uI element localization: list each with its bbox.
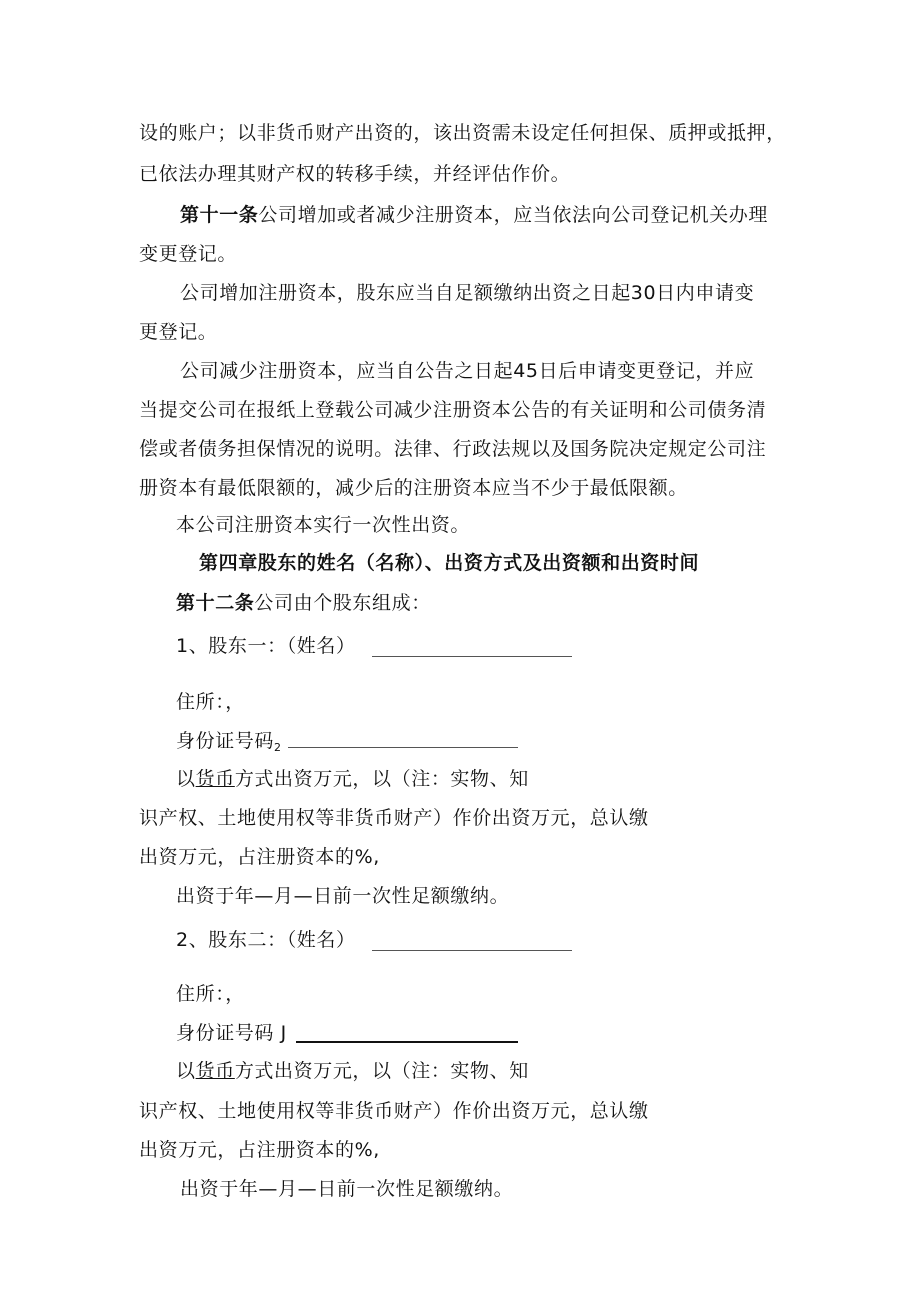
paragraph-line: 册资本有最低限额的，减少后的注册资本应当不少于最低限额。	[139, 477, 688, 499]
article-11	[180, 202, 768, 228]
paragraph-line: 识产权、土地使用权等非货币财产）作价出资万元，总认缴	[139, 1100, 649, 1122]
shareholder-1-deadline: 出资于年—月—日前一次性足额缴纳。	[176, 885, 510, 907]
contribution-prefix: 以	[176, 1060, 196, 1082]
paragraph-line: 识产权、土地使用权等非货币财产）作价出资万元，总认缴	[139, 807, 649, 829]
article-12-text: 公司由个股东组成：	[254, 592, 431, 614]
shareholder-2-name-label: 2、股东二：（姓名）	[176, 929, 356, 951]
shareholder-1-id-label: 身份证号码	[176, 730, 275, 752]
contribution-prefix: 以	[176, 768, 196, 790]
article-12	[176, 590, 431, 616]
paragraph-line: 变更登记。	[139, 243, 238, 265]
article-12-heading: 第十二条	[176, 592, 255, 614]
paragraph-line: 已依法办理其财产权的转移手续，并经评估作价。	[139, 163, 571, 185]
shareholder-1-contribution	[176, 766, 529, 792]
contribution-text: 方式出资万元，以（注：实物、知	[234, 768, 529, 790]
shareholder-2-id-label: 身份证号码 J	[176, 1022, 287, 1044]
shareholder-2-contribution	[176, 1058, 529, 1084]
paragraph-line: 偿或者债务担保情况的说明。法律、行政法规以及国务院决定规定公司注	[139, 438, 767, 460]
shareholder-1-id-blank	[288, 727, 518, 748]
shareholder-1-address: 住所：，	[176, 691, 245, 713]
shareholder-1-id-mark: 2	[274, 741, 282, 754]
paragraph-line: 出资万元，占注册资本的%,	[139, 1139, 380, 1161]
shareholder-2-id-blank	[296, 1021, 518, 1043]
chapter-4-heading: 第四章股东的姓名（名称）、出资方式及出资额和出资时间	[199, 552, 700, 574]
shareholder-1-name-blank	[372, 636, 572, 657]
currency-underlined: 货币	[195, 1060, 235, 1082]
paragraph-line: 出资万元，占注册资本的%,	[139, 846, 380, 868]
paragraph-line: 公司减少注册资本，应当自公告之日起45日后申请变更登记，并应	[180, 360, 755, 382]
shareholder-2-address: 住所：，	[176, 983, 245, 1005]
paragraph-line: 设的账户；以非货币财产出资的，该出资需未设定任何担保、质押或抵押，	[139, 122, 786, 144]
currency-underlined: 货币	[195, 768, 235, 790]
article-11-text: 公司增加或者减少注册资本，应当依法向公司登记机关办理	[258, 204, 769, 226]
article-11-heading: 第十一条	[180, 204, 259, 226]
paragraph-line: 当提交公司在报纸上登载公司减少注册资本公告的有关证明和公司债务清	[139, 399, 767, 421]
paragraph-line: 本公司注册资本实行一次性出资。	[176, 514, 471, 536]
shareholder-2-deadline: 出资于年—月—日前一次性足额缴纳。	[180, 1178, 514, 1200]
shareholder-2-name-blank	[372, 930, 572, 951]
shareholder-1-name-label: 1、股东一：（姓名）	[176, 635, 356, 657]
contribution-text: 方式出资万元，以（注：实物、知	[234, 1060, 529, 1082]
paragraph-line: 更登记。	[139, 321, 218, 343]
shareholder-1-id	[176, 728, 282, 761]
paragraph-line: 公司增加注册资本，股东应当自足额缴纳出资之日起30日内申请变	[180, 282, 755, 304]
